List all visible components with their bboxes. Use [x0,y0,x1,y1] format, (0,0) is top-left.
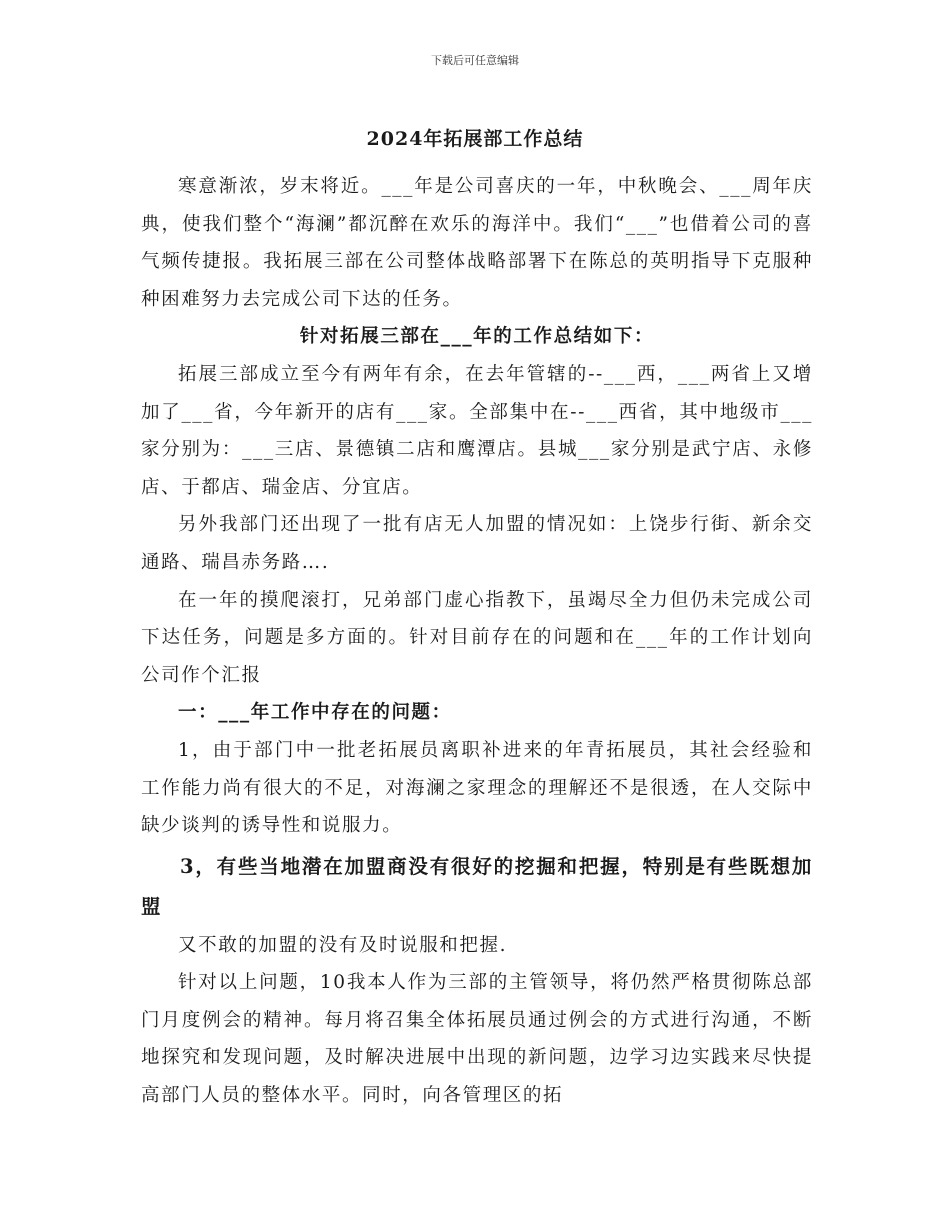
paragraph-problem-3 [141,847,813,927]
section-heading-summary: 针对拓展三部在___年的工作总结如下： [299,326,655,348]
paragraph-problem-1: 1，由于部门中一批老拓展员离职补进来的年青拓展员，其社会经验和工作能力尚有很大的不足，对海澜之家理念的理解还不是很透，在人交际中缺少谈判的诱导性和说服力。 [141,739,813,837]
paragraph-report: 在一年的摸爬滚打，兄弟部门虚心指教下，虽竭尽全力但仍未完成公司下达任务，问题是多方面的。针对目前存在的问题和在___年的工作计划向公司作个汇报 [141,589,813,686]
paragraph-unstaffed: 另外我部门还出现了一批有店无人加盟的情况如：上饶步行街、新余交通路、瑞昌赤务路…. [141,514,813,573]
paragraph-problem-3-text: 3，有些当地潜在加盟商没有很好的挖掘和把握，特别是有些既想加盟 [141,854,813,918]
paragraph-stores: 拓展三部成立至今有两年有余，在去年管辖的--___西，___两省上又增加了___省，今年新开的店有___家。全部集中在--___西省，其中地级市___家分别为：___三店、景德镇二店和鹰潭店。县城___家分别是武宁店、永修店、于都店、瑞金店、分宜店。 [141,363,813,498]
document-body [141,168,813,1115]
section-heading-problems: 一：___年工作中存在的问题： [178,702,452,724]
paragraph-intro: 寒意渐浓，岁末将近。___年是公司喜庆的一年，中秋晚会、___周年庆典，使我们整个“海澜”都沉醉在欢乐的海洋中。我们“___”也借着公司的喜气频传捷报。我拓展三部在公司整体战略部署下在陈总的英明指导下克服种种困难努力去完成公司下达的任务。 [141,176,813,310]
page-title: 2024年拓展部工作总结 [366,128,584,150]
paragraph-problem-3-continued: 又不敢的加盟的没有及时说服和把握. [178,934,508,956]
header-note: 下载后可任意编辑 [431,54,519,67]
paragraph-plan: 针对以上问题，10我本人作为三部的主管领导，将仍然严格贯彻陈总部门月度例会的精神。每月将召集全体拓展员通过例会的方式进行沟通，不断地探究和发现问题，及时解决进展中出现的新问题，边学习边实践来尽快提高部门人员的整体水平。同时，向各管理区的拓 [141,972,813,1107]
